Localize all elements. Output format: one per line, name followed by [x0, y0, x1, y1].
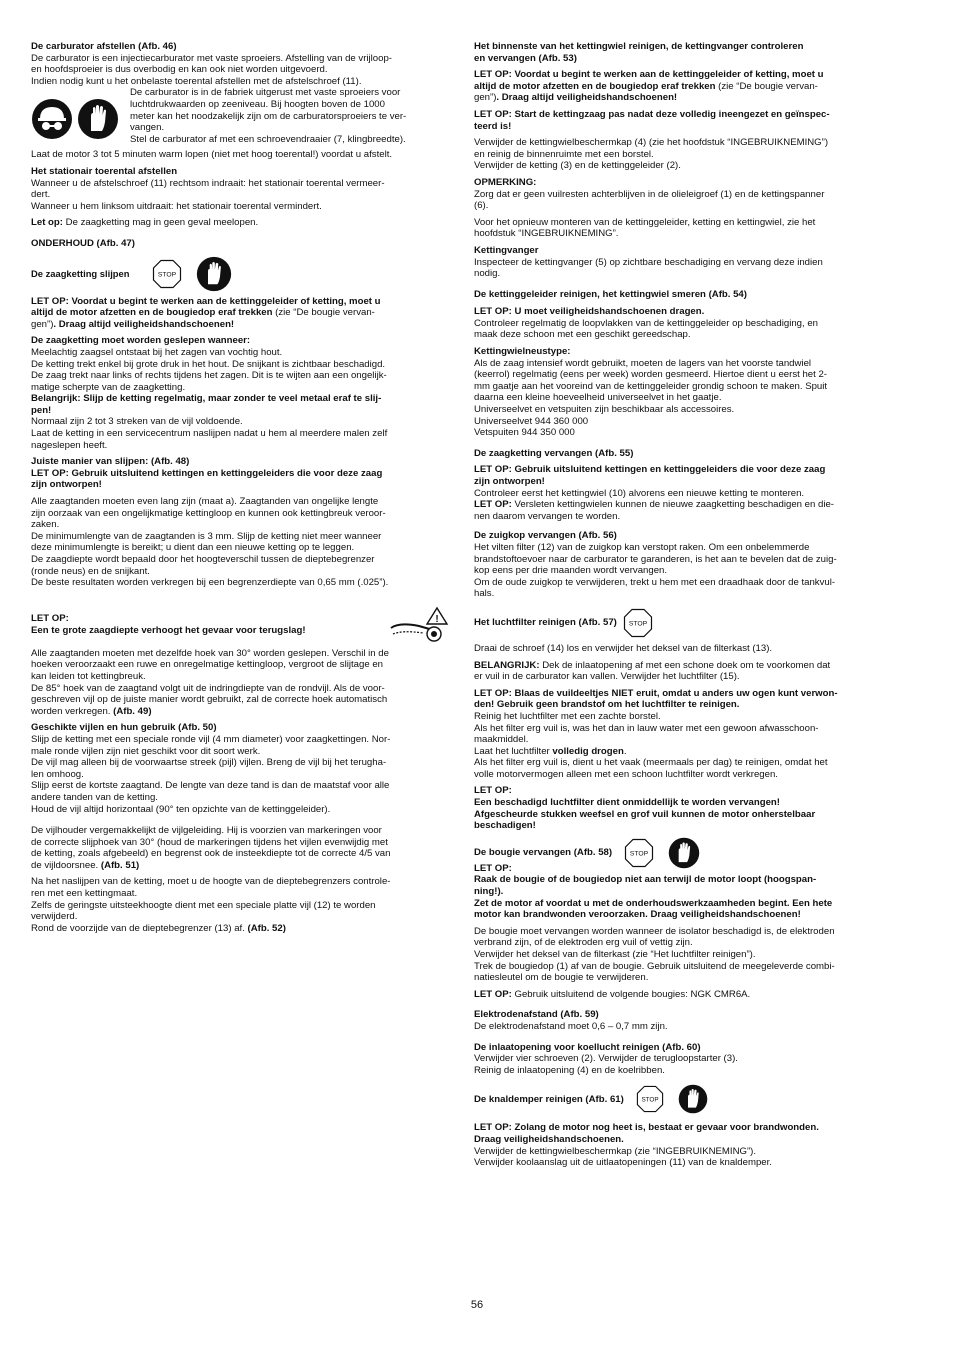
bar-warning: LET OP: U moet veiligheidshandschoenen dragen.	[474, 306, 705, 318]
air-filter-heading: Het luchtfilter reinigen (Afb. 57)	[474, 617, 617, 629]
sprocket-heading: Het binnenste van het kettingwiel reinigen, de kettingvanger controleren en vervangen (Afb. 53)	[474, 41, 804, 64]
electrode-gap-heading: Elektrodenafstand (Afb. 59)	[474, 1009, 599, 1021]
muffler-heading: De knaldemper reinigen (Afb. 61)	[474, 1093, 624, 1105]
kickback-warning-row	[31, 606, 452, 644]
depth-gauge-text: Na het naslijpen van de ketting, moet u de hoogte van de dieptebegrenzers controle- ren met een kettingmaat. Zelfs de geringste uitsteekhoogte dient met een speciale platte vijl (12) te worden verwijderd. Rond de voorzijde van de dieptebegrenzer (13) af. (Afb. 52)	[31, 876, 391, 934]
carburator-factory: De carburator is in de fabriek uitgerust met vaste sproeiers voor luchtdrukwaarden op zeeniveau. Bij hoogten boven de 1000 meter kan het noodzakelijk zijn om de carburatorsproeiers te ver- vangen. Stel de carburator af met een schroevendraaier (7, klingbreedte).	[130, 87, 407, 145]
glove-icon	[77, 98, 119, 140]
air-filter-heading-row	[474, 608, 895, 638]
air-filter-text-3: Als het filter erg vuil is, dient u het vaak (meermaals per dag) te reinigen, omdat het volle motorvermogen alleen met een schoon luchtfilter wordt verkregen.	[474, 757, 828, 780]
bar-text: Controleer regelmatig de loopvlakken van de kettinggeleider op beschadiging, en maak deze schoon met een geschikt gereedschap.	[474, 317, 819, 341]
intake-heading: De inlaatopening voor koellucht reinigen (Afb. 60)	[474, 1041, 701, 1053]
svg-text:STOP: STOP	[641, 1096, 659, 1104]
glove-icon	[678, 1084, 708, 1114]
muffler-text: Verwijder de kettingwielbeschermkap (zie “INGEBRUIKNEMING”). Verwijder koolaanslag uit de uitlaatopeningen (11) van de knaldemper.	[474, 1145, 772, 1169]
electrode-gap-text: De elektrodenafstand moet 0,6 – 0,7 mm zijn.	[474, 1020, 668, 1032]
svg-text:STOP: STOP	[628, 620, 647, 628]
carburator-heading: De carburator afstellen (Afb. 46)	[31, 41, 177, 52]
page-number: 56	[470, 1299, 484, 1311]
muffler-icons	[636, 1084, 708, 1114]
helmet-icon	[31, 98, 73, 140]
carburator-safety-icons	[31, 89, 126, 149]
muffler-heading-row	[474, 1084, 895, 1114]
muffler-warning: LET OP: Zolang de motor nog heet is, bestaat er gevaar voor brandwonden. Draag veiligheidshandschoenen.	[474, 1122, 819, 1145]
reassemble-text: Voor het opnieuw monteren van de kettinggeleider, ketting en kettingwiel, zie het hoofdstuk “INGEBRUIKNEMING”.	[474, 216, 816, 240]
idle-text: Wanneer u de afstelschroef (11) rechtsom indraait: het stationair toerental vermeer- dert. Wanneer u hem linksom uitdraait: het stationair toerental vermindert.	[31, 177, 385, 212]
maintenance-heading: ONDERHOUD (Afb. 47)	[31, 237, 135, 249]
kickback-warning: LET OP: Een te grote zaagdiepte verhoogt het gevaar voor terugslag!	[31, 613, 306, 636]
spark-plug-warning: LET OP: Raak de bougie of de bougiedop niet aan terwijl de motor loopt (hoogspan- ning!). Zet de motor af voordat u met de onderhoudswerkzaamheden begint. Een hete motor kan brandwonden veroorzaken. Draag veiligheidshandschoenen!	[474, 862, 833, 921]
sharpen-warning: LET OP: Voordat u begint te werken aan de kettinggeleider of ketting, moet u altijd de motor afzetten en de bougiedop eraf trekken (zie “De bougie vervan- gen”). Draag altijd veiligheidshandschoenen!	[31, 295, 381, 330]
nose-text: Als de zaag intensief wordt gebruikt, moeten de lagers van het voorste tandwiel (keerrol) regelmatig (eens per week) worden gesmeerd. Hiertoe dient u eerst het 2- mm gaatje aan het vooreind van de kettinggeleider grondig schoon te maken. Spuit daarna een kleine hoeveelheid universeelvet in het gaatje. Universeelvet en vetspuiten zijn beschikbaar als accessoires. Universeelvet 944 360 000 Vetspuiten 944 350 000	[474, 357, 828, 439]
sprocket-warning: LET OP: Voordat u begint te werken aan de kettinggeleider of ketting, moet u altijd de motor afzetten en de bougiedop eraf trekken (zie “De bougie vervan- gen”). Draag altijd veiligheidshandschoenen!	[474, 69, 824, 104]
remove-cover-text: Verwijder de kettingwielbeschermkap (4) (zie het hoofdstuk “INGEBRUIKNEMING”) en reinig de binnenruimte met een borstel. Verwijder de ketting (3) en de kettinggeleider (2).	[474, 137, 829, 172]
intake-text: Verwijder vier schroeven (2). Verwijder de terugloopstarter (3). Reinig de inlaatopening (4) en de koelribben.	[474, 1053, 738, 1076]
sharpen-icons	[152, 256, 232, 292]
glove-icon	[196, 256, 232, 292]
spark-plug-heading: De bougie vervangen (Afb. 58)	[474, 847, 613, 859]
start-warning: LET OP: Start de kettingzaag pas nadat deze volledig ineengezet en geïnspec- teerd is!	[474, 108, 830, 132]
idle-note: Let op: De zaagketting mag in geen geval meelopen.	[31, 217, 259, 229]
carburator-intro: De carburator is een injectiecarburator met vaste sproeiers. Afstelling van de vrijloop- en hoofdsproeier is dus overbodig en kan ook niet worden uitgevoerd. Indien nodig kunt u het onbelaste toerental afstellen met de afstelschroef (11).	[31, 52, 393, 87]
left-column	[31, 41, 452, 939]
sharpen-heading-row	[31, 256, 452, 292]
pickup-text: Het vilten filter (12) van de zuigkop kan verstopt raken. Om een onbelemmerde brandstoftoevoer naar de carburator te garanderen, is het aan te bevelen dat de zuig- kop eens per drie maanden wordt vervangen. Om de oude zuigkop te verwijderen, trekt u hem met een draadhaak door de tankvul- hals.	[474, 541, 837, 600]
stop-icon	[636, 1085, 664, 1113]
note-text: Zorg dat er geen vuilresten achterblijven in de olieleigroef (1) en de kettingspanner (6).	[474, 188, 825, 212]
stop-icon	[152, 259, 182, 289]
when-heading: De zaagketting moet worden geslepen wanneer:	[31, 335, 251, 347]
spark-plug-note: LET OP: Gebruik uitsluitend de volgende bougies: NGK CMR6A.	[474, 988, 751, 1000]
pickup-heading: De zuigkop vervangen (Afb. 56)	[474, 530, 617, 542]
right-column	[474, 41, 895, 1174]
carburator-warmup: Laat de motor 3 tot 5 minuten warm lopen (niet met hoog toerental!) voordat u afstelt.	[31, 149, 393, 161]
air-filter-text-2: Reinig het luchtfilter met een zachte borstel. Als het filter erg vuil is, was het dan in lauw water met een gewoon afwasschoon- maakmiddel. Laat het luchtfilter volledig drogen.	[474, 710, 819, 757]
idle-heading: Het stationair toerental afstellen	[31, 165, 178, 177]
replace-chain-text: Controleer eerst het kettingwiel (10) alvorens een nieuwe ketting te monteren. LET OP: Versleten kettingwielen kunnen de nieuwe zaagketting beschadigen en die- nen daarom vervangen te worden.	[474, 487, 834, 522]
sharpen-heading: De zaagketting slijpen	[31, 267, 130, 279]
stop-icon	[624, 838, 654, 868]
air-filter-text-1: Draai de schroef (14) los en verwijder het deksel van de filterkast (13).	[474, 642, 773, 654]
svg-text:STOP: STOP	[629, 850, 649, 858]
normal-strokes-text: Normaal zijn 2 tot 3 streken van de vijl voldoende. Laat de ketting in een servicecentrum naslijpen nadat u hem al meerdere malen zelf nageslepen heeft.	[31, 416, 388, 451]
stop-icon	[623, 608, 653, 638]
files-heading: Geschikte vijlen en hun gebruik (Afb. 50)	[31, 722, 217, 734]
svg-text:STOP: STOP	[157, 271, 177, 279]
replace-chain-heading: De zaagketting vervangen (Afb. 55)	[474, 447, 634, 459]
when-text: Meelachtig zaagsel ontstaat bij het zagen van vochtig hout. De ketting trekt enkel bij grote druk in het hout. De snijkant is zichtbaar beschadigd. De zaag trekt naar links of rechts tijdens het zagen. Dit is te wijten aan een ongelijk- matige scherpte van de zaagketting.	[31, 346, 387, 393]
air-filter-important: BELANGRIJK: Dek de inlaatopening af met een schone doek om te voorkomen dat er vuil in de carburator kan vallen. Verwijder het luchtfilter (15).	[474, 659, 831, 683]
bar-heading: De kettinggeleider reinigen, het kettingwiel smeren (Afb. 54)	[474, 288, 747, 300]
spark-plug-text: De bougie moet vervangen worden wanneer de isolator beschadigd is, de elektroden verbrand zijn, of de elektroden erg vuil of vettig zijn. Verwijder het deksel van de filterkast (zie “Het luchtfilter reinigen”). Trek de bougiedop (1) af van de bougie. Gebruik uitsluitend de meegeleverde combi- natiesleutel om de bougie te verwijderen.	[474, 925, 835, 984]
nose-heading: Kettingwielneustype:	[474, 346, 571, 358]
air-filter-warning: LET OP: Blaas de vuildeeltjes NIET eruit, omdat u anders uw ogen kunt verwon- den! Gebruik geen brandstof om het luchtfilter te reinigen.	[474, 687, 838, 711]
angle-text: Alle zaagtanden moeten met dezelfde hoek van 30° worden geslepen. Verschil in de hoeken veroorzaakt een ruwe en onregelmatige kettingloop, vergroot de slijtage en kan leiden tot kettingbreuk. De 85° hoek van de zaagtand volgt uit de indringdiepte van de rondvijl. Als de voor- geschreven vijl op de juiste manier wordt gebruikt, zal de correcte hoek automatisch worden verkregen. (Afb. 49)	[31, 647, 389, 717]
correct-sharpen-heading: Juiste manier van slijpen: (Afb. 48)	[31, 456, 190, 468]
glove-icon	[668, 837, 700, 869]
correct-sharpen-warning: LET OP: Gebruik uitsluitend kettingen en kettinggeleiders die voor deze zaag zijn ontworpen!	[31, 467, 383, 491]
catcher-text: Inspecteer de kettingvanger (5) op zichtbare beschadiging en vervang deze indien nodig.	[474, 256, 823, 280]
file-holder-text: De vijlhouder vergemakkelijkt de vijlgeleiding. Hij is voorzien van markeringen voor de correcte slijphoek van 30° (houd de markeringen tijdens het vijlen evenwijdig met de ketting, zoals afgebeeld) en begrenst ook de insteekdiepte tot de correcte 4/5 van de vijldoorsnee. (Afb. 51)	[31, 825, 391, 871]
catcher-heading: Kettingvanger	[474, 244, 539, 256]
teeth-text: Alle zaagtanden moeten even lang zijn (maat a). Zaagtanden van ongelijke lengte zijn oorzaak van een ongelijkmatige kettingloop en kunnen ook kettingbreuk veroor- zaken. De minimumlengte van de zaagtanden is 3 mm. Slijp de ketting niet meer wanneer deze minimumlengte is bereikt; u dient dan een nieuwe ketting op te leggen. De zaagdiepte wordt bepaald door het hoogteverschil tussen de dieptebegrenzer (ronde neus) en de snijkant. De beste resultaten worden verkregen bij een begrenzerdiepte van 0,65 mm (.025”).	[31, 496, 389, 589]
files-text: Slijp de ketting met een speciale ronde vijl (4 mm diameter) voor zaagkettingen. Nor- male ronde vijlen zijn niet geschikt voor dit soort werk. De vijl mag alleen bij de voorwaartse streek (pijl) vijlen. Breng de vijl bij het terugha- len omhoog. Slijp eerst de kortste zaagtand. De lengte van deze tand is dan de maatstaf voor alle andere tanden van de ketting. Houd de vijl altijd horizontaal (90° ten opzichte van de kettinggeleider).	[31, 733, 391, 815]
replace-chain-warning: LET OP: Gebruik uitsluitend kettingen en kettinggeleiders die voor deze zaag zijn ontworpen!	[474, 464, 826, 487]
air-filter-warning-2: LET OP: Een beschadigd luchtfilter dient onmiddellijk te worden vervangen! Afgescheurde stukken weefsel en grof vuil kunnen de motor onherstelbaar beschadigen!	[474, 785, 816, 832]
important-note: Belangrijk: Slijp de ketting regelmatig, maar zonder te veel metaal eraf te slij- pen!	[31, 393, 382, 416]
note-heading: OPMERKING:	[474, 176, 537, 188]
spark-plug-icons	[624, 837, 700, 869]
kickback-warning-icon	[389, 606, 449, 644]
svg-text:!: !	[435, 613, 439, 625]
